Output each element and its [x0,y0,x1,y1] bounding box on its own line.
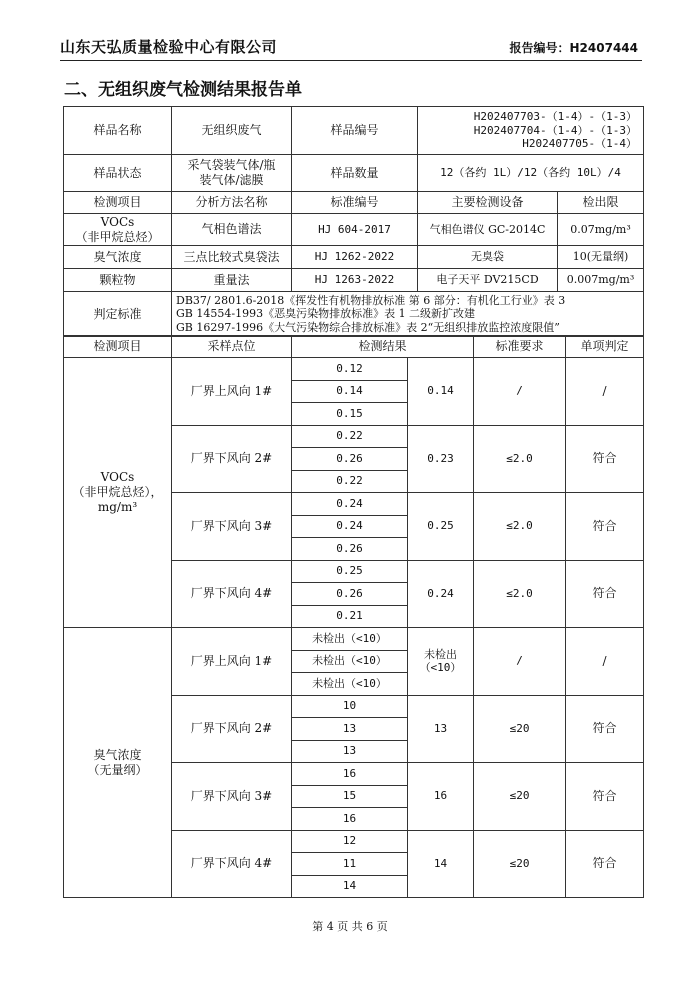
method-equip: 电子天平 DV215CD [418,269,558,292]
standard-requirement: / [474,628,566,696]
sampling-point: 厂界下风向 2# [172,695,292,763]
result-value: 16 [292,763,408,786]
sample-no-2: H202407704-（1-4）-（1-3） [473,123,637,137]
section-title: 二、无组织废气检测结果报告单 [64,80,302,100]
sampling-point: 厂界下风向 2# [172,425,292,493]
result-average: 未检出（<10） [408,628,474,696]
method-std: HJ 1262-2022 [292,246,418,269]
method-limit: 0.07mg/m³ [558,214,644,246]
standard-requirement: ≤2.0 [474,493,566,561]
method-limit: 10(无量纲) [558,246,644,269]
results-table [63,335,644,898]
judgement: 符合 [566,493,644,561]
result-value: 10 [292,695,408,718]
method-item [64,214,172,246]
sampling-point: 厂界上风向 1# [172,628,292,696]
result-value: 0.26 [292,448,408,471]
standard-requirement: ≤2.0 [474,425,566,493]
method-name: 三点比较式臭袋法 [172,246,292,269]
method-std: HJ 604-2017 [292,214,418,246]
result-value: 16 [292,808,408,831]
standard-requirement: ≤20 [474,695,566,763]
results-col-point: 采样点位 [172,336,292,358]
report-number: 报告编号：H2407444 [509,41,638,55]
result-item-line: （无量纲） [87,762,148,777]
sample-state-label: 样品状态 [64,155,172,192]
result-average: 16 [408,763,474,831]
standard-requirement: ≤20 [474,830,566,898]
result-row [64,628,644,651]
method-item-line-1: VOCs [100,214,135,229]
result-average: 14 [408,830,474,898]
result-value: 11 [292,853,408,876]
sampling-point: 厂界下风向 3# [172,493,292,561]
criteria-list [172,292,644,337]
results-col-judgement: 单项判定 [566,336,644,358]
sampling-point: 厂界下风向 3# [172,763,292,831]
judgement: 符合 [566,560,644,628]
result-value: 0.12 [292,358,408,381]
sample-state-value [172,155,292,192]
method-item: 臭气浓度 [64,246,172,269]
method-limit: 0.007mg/m³ [558,269,644,292]
col-limit-header: 检出限 [558,192,644,214]
result-item [64,358,172,628]
standard-requirement: / [474,358,566,426]
method-equip: 无臭袋 [418,246,558,269]
result-value: 13 [292,718,408,741]
result-value: 0.25 [292,560,408,583]
sample-qty-label: 样品数量 [292,155,418,192]
sample-name-value: 无组织废气 [172,107,292,155]
judgement: 符合 [566,425,644,493]
standard-requirement: ≤20 [474,763,566,831]
col-item-header: 检测项目 [64,192,172,214]
result-value: 12 [292,830,408,853]
sample-no-3: H202407705-（1-4） [522,137,637,151]
result-average: 0.23 [408,425,474,493]
result-value: 0.26 [292,538,408,561]
result-value: 未检出（<10） [292,628,408,651]
result-average: 13 [408,695,474,763]
sampling-point: 厂界下风向 4# [172,560,292,628]
results-col-item: 检测项目 [64,336,172,358]
method-item: 颗粒物 [64,269,172,292]
result-item-line: 臭气浓度 [93,747,142,762]
judgement: / [566,358,644,426]
result-value: 15 [292,785,408,808]
result-value: 0.26 [292,583,408,606]
result-value: 未检出（<10） [292,650,408,673]
sample-info-table [63,106,644,337]
result-average: 0.25 [408,493,474,561]
sample-no-label: 样品编号 [292,107,418,155]
result-item-line: mg/m³ [97,500,138,514]
judgement: 符合 [566,830,644,898]
sample-state-line-1: 采气袋装气体/瓶 [187,158,276,172]
standard-requirement: ≤2.0 [474,560,566,628]
company-name: 山东天弘质量检验中心有限公司 [60,38,278,56]
result-item-line: VOCs [100,470,135,484]
sampling-point: 厂界上风向 1# [172,358,292,426]
judgement: 符合 [566,695,644,763]
sample-qty-value: 12（各约 1L）/12（各约 10L）/4 [418,155,644,192]
sample-no-values [418,107,644,155]
result-value: 0.14 [292,380,408,403]
judgement: 符合 [566,763,644,831]
result-average: 0.14 [408,358,474,426]
criteria-line-3: GB 16297-1996《大气污染物综合排放标准》表 2“无组织排放监控浓度限值” [176,320,560,334]
result-item-line: （非甲烷总烃）， [72,485,163,499]
results-body [64,358,644,898]
result-average: 0.24 [408,560,474,628]
criteria-line-2: GB 14554-1993《恶臭污染物排放标准》表 1 二级新扩改建 [176,307,476,321]
result-value: 0.24 [292,493,408,516]
sample-state-line-2: 装气体/滤膜 [199,173,264,187]
result-item [64,628,172,898]
criteria-label: 判定标准 [64,292,172,337]
result-value: 13 [292,740,408,763]
result-value: 0.21 [292,605,408,628]
method-std: HJ 1263-2022 [292,269,418,292]
header-divider [60,60,642,61]
result-row [64,358,644,381]
sampling-point: 厂界下风向 4# [172,830,292,898]
sample-name-label: 样品名称 [64,107,172,155]
result-value: 0.22 [292,425,408,448]
judgement: / [566,628,644,696]
result-value: 未检出（<10） [292,673,408,696]
col-equip-header: 主要检测设备 [418,192,558,214]
col-std-header: 标准编号 [292,192,418,214]
method-name: 气相色谱法 [172,214,292,246]
result-value: 0.22 [292,470,408,493]
criteria-line-1: DB37/ 2801.6-2018《挥发性有机物排放标准 第 6 部分：有机化工行业》表 3 [176,293,566,307]
method-equip: 气相色谱仪 GC-2014C [418,214,558,246]
page-footer: 第 4 页 共 6 页 [312,920,388,933]
sample-no-1: H202407703-（1-4）-（1-3） [473,109,637,123]
result-value: 0.24 [292,515,408,538]
results-col-requirement: 标准要求 [474,336,566,358]
result-value: 14 [292,875,408,898]
results-col-result: 检测结果 [292,336,474,358]
col-method-header: 分析方法名称 [172,192,292,214]
result-value: 0.15 [292,403,408,426]
method-item-line-2: （非甲烷总烃） [75,229,160,244]
method-name: 重量法 [172,269,292,292]
